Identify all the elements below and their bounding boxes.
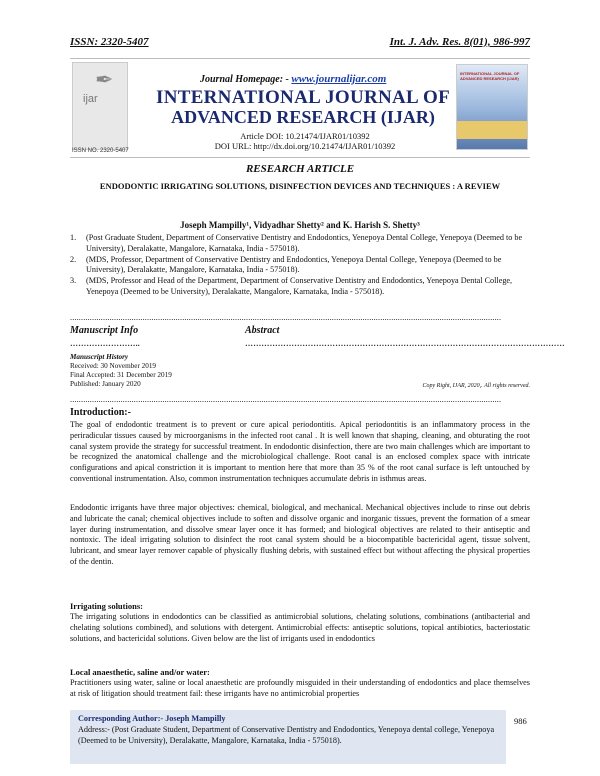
- affiliation-3: 3. (MDS, Professor and Head of the Department, Department of Conservative Dentistry and Endodontics, Yenepoya Dental College, Yenepoya (Deemed to be University), Deralakatte, Mangalore, Karnataka, India - 575018).: [70, 276, 513, 296]
- issn-number: ISSN NO. 2320-5407: [72, 148, 129, 154]
- affiliation-2: 2. (MDS, Professor, Department of Conservative Dentistry and Endodontics, Yenepoya Dental College, Yenepoya (Deemed to be University), Deralakatte, Mangalore, Karnataka, India - 575018).: [70, 254, 502, 275]
- citation-text: Int. J. Adv. Res. 8(01), 986-997: [389, 36, 530, 48]
- dotted-divider: ....................................................................................................................................................................................................: [70, 395, 502, 404]
- abstract-heading: Abstract: [245, 325, 280, 336]
- paper-title: ENDODONTIC IRRIGATING SOLUTIONS, DISINFECTION DEVICES AND TECHNIQUES : A REVIEW: [99, 181, 501, 191]
- issn-text: ISSN: 2320-5407: [70, 36, 149, 48]
- local-anaesthetic-paragraph: Practitioners using water, saline or local anaesthetic are profoundly misguided in their understanding of endodontics and place themselves at risk of litigation should treatment fail: these irrigants have no antimicrobial properties: [70, 678, 530, 698]
- introduction-heading: Introduction:-: [70, 407, 131, 418]
- journal-cover-image: [456, 64, 528, 150]
- accepted-date: Final Accepted: 31 December 2019: [70, 371, 172, 379]
- article-doi[interactable]: Article DOI: 10.21474/IJAR01/10392: [240, 131, 370, 141]
- published-date: Published: January 2020: [70, 380, 141, 388]
- intro-paragraph-2: Endodontic irrigants have three major objectives: chemical, biological, and mechanical. Mechanical objectives include to rinse out debris and lubricate the canal; chemical objectives include to soften and dissolve organic and inorganic tissues, prevent the formation of a smear layer during instrumentation, and dissolve smear layer once it has formed; and biological objectives are related to their antiseptic and nontoxic. The ideal irrigating solution to disinfect the root canal system should be a biocompatible bactericidal agent, tissue solvent, lubricant, and smear layer remover capable of physically flushing debris, with sustained effect but without affecting the physical properties of the dentin.: [70, 503, 530, 566]
- doi-url[interactable]: DOI URL: http://dx.doi.org/10.21474/IJAR01/10392: [214, 141, 396, 151]
- copyright-notice: Copy Right, IJAR, 2020,. All rights reserved.: [422, 383, 530, 389]
- homepage-label: Journal Homepage: -: [200, 74, 289, 85]
- intro-paragraph-1: The goal of endodontic treatment is to prevent or cure apical periodontitis. Apical periodontitis is an inflammatory process in the periradicular tissues caused by microorganisms in the infected root canal . It is well known that shaping, cleaning, and obturating the root canal system provide the strategy for successful treatment. In endodontic disinfection, there are two main challenges which are important to be recognized the anatomical challenge and the microbiological challenge. Root canal is an enclosed complex space with intricate configurations and apical constriction it is important to mention here that more than 35 % of the root canal surface is left untouched by conventional instrumentation. Also, common instrumentation techniques accumulate debris in isthmus areas.: [70, 420, 530, 483]
- cover-band: [457, 121, 527, 139]
- cover-title: INTERNATIONAL JOURNAL OF ADVANCED RESEARCH (IJAR): [460, 71, 520, 81]
- running-header: [70, 36, 530, 48]
- corresponding-address: Address:- (Post Graduate Student, Department of Conservative Dentistry and Endodontics, Yenepoya dental college, Yenepoya (Deemed to be University), Deralakatte, Mangalore, Karnataka, India - 575018).: [78, 724, 495, 745]
- homepage-link[interactable]: www.journalijar.com: [291, 73, 387, 85]
- logo-text: ijar: [83, 93, 98, 105]
- article-type: RESEARCH ARTICLE: [245, 163, 355, 175]
- irrigating-solutions-paragraph: The irrigating solutions in endodontics can be classified as antimicrobial solutions, chelating solutions, combinations (antibacterial and chelating solutions combined), and solutions with detergent. Antimicrobial effects: antiseptic solutions, topical antibiotics, bacteriostatic solutions, and bactericidal solutions. Given below are the list of irrigants used in endodontics: [70, 612, 530, 643]
- affiliations: [70, 233, 530, 298]
- irrigating-solutions-heading: Irrigating solutions:: [70, 601, 143, 611]
- journal-title-line2: ADVANCED RESEARCH (IJAR): [171, 107, 435, 127]
- journal-homepage: [200, 73, 386, 85]
- ijar-logo: [72, 62, 128, 150]
- history-label: Manuscript History: [70, 353, 129, 361]
- dotted-divider: ……………………..: [70, 339, 140, 348]
- corresponding-author-box: [70, 710, 506, 764]
- author-list: Joseph Mampilly¹, Vidyadhar Shetty² and K. Harish S. Shetty³: [180, 220, 420, 230]
- manuscript-history: [70, 353, 172, 389]
- journal-title-line1: INTERNATIONAL JOURNAL OF: [156, 87, 450, 108]
- quill-icon: ✒: [95, 67, 114, 92]
- local-anaesthetic-heading: Local anaesthetic, saline and/or water:: [70, 667, 210, 677]
- page-number: 986: [514, 716, 527, 726]
- received-date: Received: 30 November 2019: [70, 362, 157, 370]
- dotted-divider: ....................................................................................................................................................................................................: [70, 313, 502, 322]
- affiliation-1: 1. (Post Graduate Student, Department of Conservative Dentistry and Endodontics, Yenepoya Dental College, Yenepoya (Deemed to be University), Deralakatte, Mangalore, Karnataka, India - 575018).: [70, 233, 523, 253]
- dotted-divider: ………………………………………………………………………………………………………: [245, 339, 565, 348]
- manuscript-info-heading: Manuscript Info: [70, 325, 139, 336]
- corresponding-author-heading: Corresponding Author:- Joseph Mampilly: [78, 714, 226, 723]
